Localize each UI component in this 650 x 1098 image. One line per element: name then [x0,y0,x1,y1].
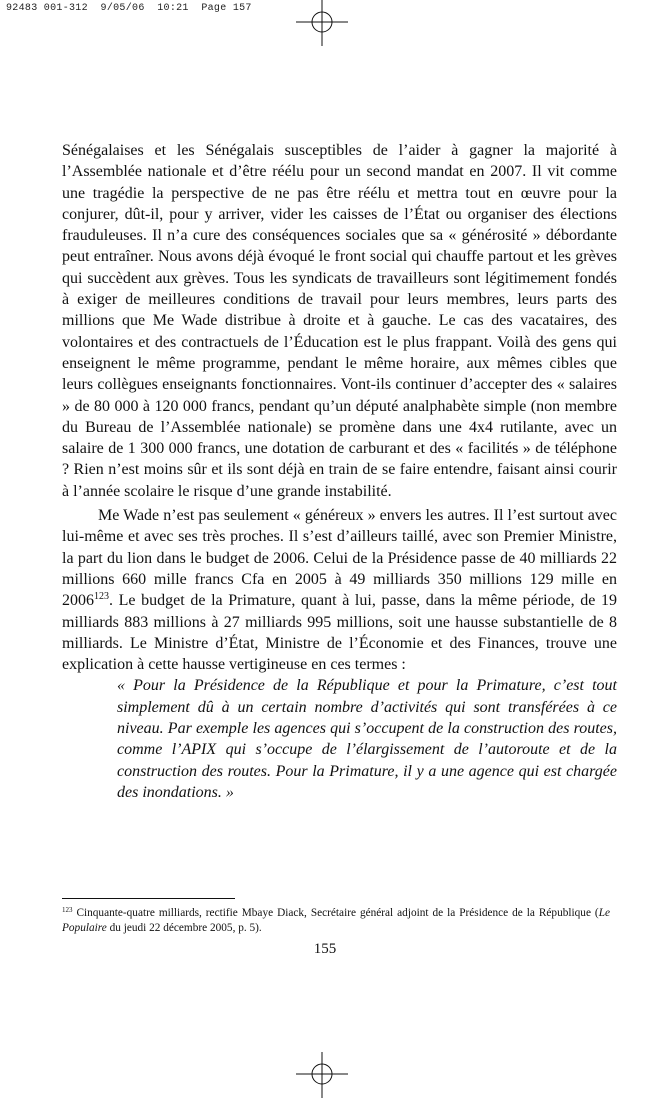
footnote [62,906,610,935]
paragraph-2 [62,505,617,675]
footnote-publication-title: Le Populaire [62,907,610,934]
block-quotation: « Pour la Présidence de la République et pour la Primature, c’est tout simplement dû à un certain nombre d’activités qui sont transférées à ce niveau. Par exemple les agences qui s’occupent de la construction des routes, comme l’APIX qui s’occupe de l’élargissement de l’autoroute et de la construction des routes. Pour la Primature, il y a une agence qui est chargée des inondations. » [117,677,617,801]
paragraph-2-text-b: . Le budget de la Primature, quant à lui, passe, dans la même période, de 19 milliards 883 millions à 27 milliards 995 millions, soit une hausse substantielle de 8 milliards. Le Ministre d’État, Ministre de l’Économie et des Finances, trouve une explication à cette hausse vertigineuse en ces termes : [62,592,617,674]
footnote-separator [62,898,235,899]
crop-mark-bottom-icon [296,1052,348,1098]
paragraph-1: Sénégalaises et les Sénégalais susceptibles de l’aider à gagner la majorité à l’Assemblée nationale et d’être réélu pour un second mandat en 2007. Il vit comme une tragédie la perspective de ne pas être réélu et mettra tout en œuvre pour la conjurer, dût-il, pour y arriver, vider les caisses de l’État ou organiser des élections frauduleuses. Il n’a cure des conséquences sociales que sa « générosité » débordante peut entraîner. Nous avons déjà évoqué le front social qui chauffe partout et les grèves qui succèdent aux grèves. Tous les syndicats de travailleurs sont légitimement fondés à exiger de meilleures conditions de travail pour leurs membres, leurs parts des millions que Me Wade distribue à droite et à gauche. Le cas des vacataires, des volontaires et des contractuels de l’Éducation est le plus frappant. Voilà des gens qui enseignent le même programme, pendant le même horaire, aux mêmes cibles que leurs collègues enseignants fonctionnaires. Vont-ils continuer d’accepter des « salaires » de 80 000 à 120 000 francs, pendant qu’un député analphabète simple (non membre du Bureau de l’Assemblée nationale) se promène dans une 4x4 rutilante, avec un salaire de 1 300 000 francs, une dotation de carburant et des « facilités » de téléphone ? Rien n’est moins sûr et ils sont déjà en train de se faire entendre, faisant ainsi courir à l’année scolaire le risque d’une grande instabilité. [62,142,617,500]
footnote-reference[interactable]: 123 [94,591,109,603]
page-body-text [62,140,617,803]
crop-mark-top-icon [296,0,348,46]
footnote-text-a: Cinquante-quatre milliards, rectifie Mbaye Diack, Secrétaire général adjoint de la Présidence de la République ( [72,907,599,919]
footnote-number: 123 [62,906,73,914]
paragraph-2-text-a: Me Wade n’est pas seulement « généreux » envers les autres. Il l’est surtout avec lui-même et avec ses très proches. Il s’est d’ailleurs taillé, avec son Premier Ministre, la part du lion dans le budget de 2006. Celui de la Présidence passe de 40 milliards 22 millions 660 mille francs Cfa en 2005 à 49 milliards 350 millions 129 mille en 2006 [62,507,617,610]
page-number: 155 [313,941,337,957]
footnote-text-b: du jeudi 22 décembre 2005, p. 5). [106,921,262,934]
printer-slug-line: 92483 001-312 9/05/06 10:21 Page 157 [6,3,252,14]
